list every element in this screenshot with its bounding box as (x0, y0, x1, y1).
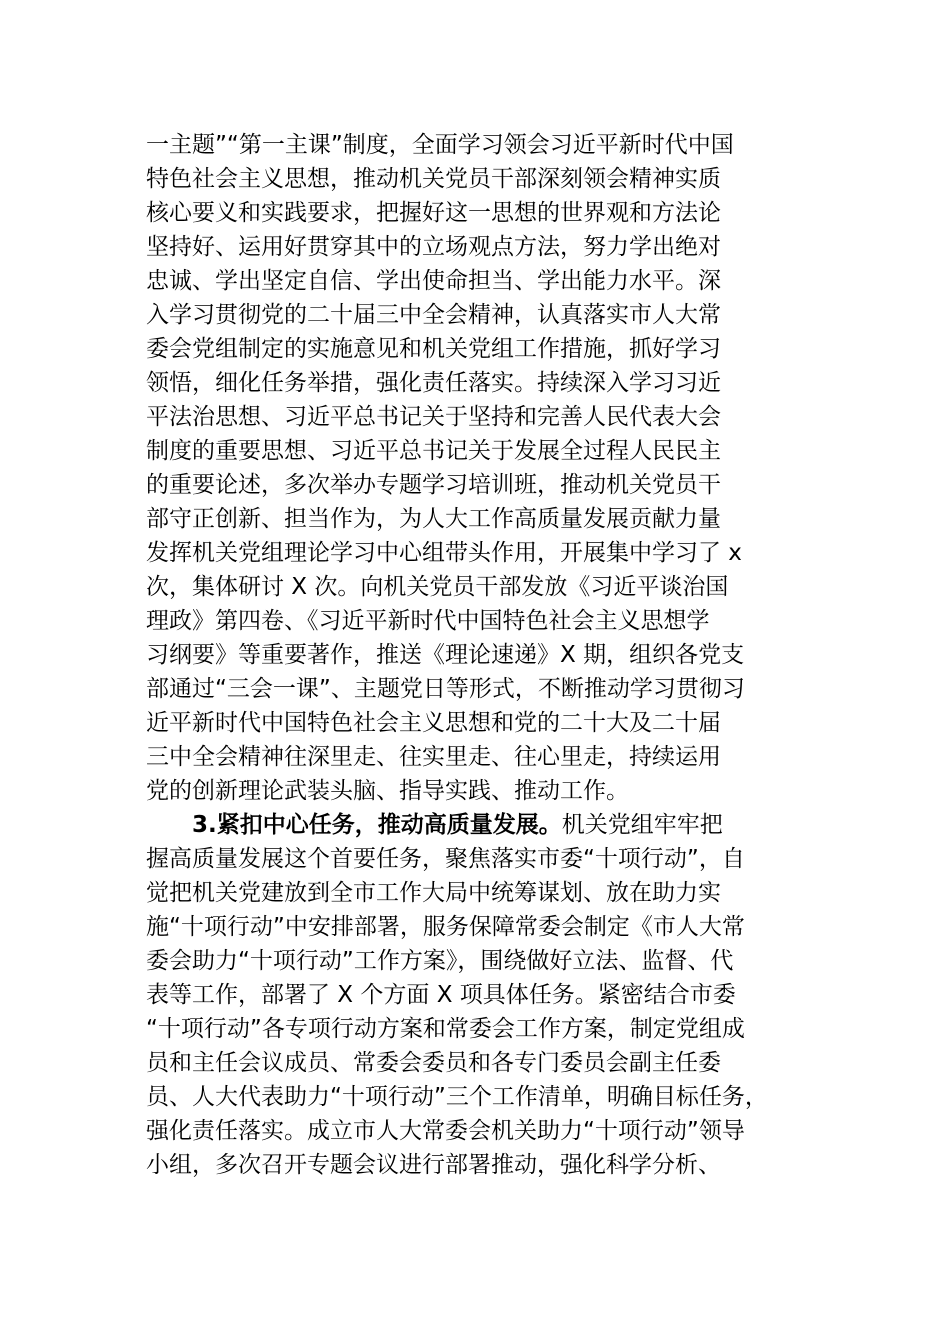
section-3-first-line-text: 机关党组牢牢把 (561, 812, 723, 838)
text-line: 强化责任落实。成立市人大常委会机关助力“十项行动”领导 (146, 1118, 745, 1144)
section-3-heading: 3.紧扣中心任务，推动高质量发展。 (192, 812, 562, 838)
text-line: 委会党组制定的实施意见和机关党组工作措施，抓好学习 (146, 336, 721, 362)
text-line: 次，集体研讨 X 次。向机关党员干部发放《习近平谈治国 (146, 574, 729, 600)
text-line: 握高质量发展这个首要任务，聚焦落实市委“十项行动”，自 (146, 846, 745, 872)
text-line: 制度的重要思想、习近平总书记关于发展全过程人民民主 (146, 438, 721, 464)
text-line: 部通过“三会一课”、主题党日等形式，不断推动学习贯彻习 (146, 676, 745, 702)
section-3-paragraph (146, 808, 816, 1182)
text-line: 理政》第四卷、《习近平新时代中国特色社会主义思想学 (146, 608, 710, 634)
text-line: 领悟，细化任务举措，强化责任落实。持续深入学习习近 (146, 370, 721, 396)
document-body (146, 128, 816, 1182)
text-line: 表等工作，部署了 X 个方面 X 项具体任务。紧密结合市委 (146, 982, 736, 1008)
text-line: 忠诚、学出坚定自信、学出使命担当、学出能力水平。深 (146, 268, 721, 294)
text-line: “十项行动”各专项行动方案和常委会工作方案，制定党组成 (146, 1016, 745, 1042)
text-line: 党的创新理论武装头脑、指导实践、推动工作。 (146, 778, 629, 804)
text-line: 三中全会精神往深里走、往实里走、往心里走，持续运用 (146, 744, 721, 770)
text-line: 特色社会主义思想，推动机关党员干部深刻领会精神实质 (146, 166, 721, 192)
text-line: 员、人大代表助力“十项行动”三个工作清单，明确目标任务， (146, 1084, 768, 1110)
text-line: 一主题”“第一主课”制度，全面学习领会习近平新时代中国 (146, 132, 734, 158)
text-line: 核心要义和实践要求，把握好这一思想的世界观和方法论 (146, 200, 721, 226)
section-3-first-line (146, 808, 816, 842)
text-line: 部守正创新、担当作为，为人大工作高质量发展贡献力量 (146, 506, 721, 532)
paragraph-study (146, 128, 816, 808)
text-line: 觉把机关党建放到全市工作大局中统筹谋划、放在助力实 (146, 880, 721, 906)
text-line: 坚持好、运用好贯穿其中的立场观点方法，努力学出绝对 (146, 234, 721, 260)
text-line: 发挥机关党组理论学习中心组带头作用，开展集中学习了 x (146, 540, 742, 566)
text-line: 的重要论述，多次举办专题学习培训班，推动机关党员干 (146, 472, 721, 498)
text-line: 施“十项行动”中安排部署，服务保障常委会制定《市人大常 (146, 914, 745, 940)
text-line: 员和主任会议成员、常委会委员和各专门委员会副主任委 (146, 1050, 721, 1076)
text-line: 入学习贯彻党的二十届三中全会精神，认真落实市人大常 (146, 302, 721, 328)
text-line: 委会助力“十项行动”工作方案》，围绕做好立法、监督、代 (146, 948, 734, 974)
text-line: 小组，多次召开专题会议进行部署推动，强化科学分析、 (146, 1152, 721, 1178)
text-line: 平法治思想、习近平总书记关于坚持和完善人民代表大会 (146, 404, 721, 430)
text-line: 习纲要》等重要著作，推送《理论速递》X 期，组织各党支 (146, 642, 745, 668)
text-line: 近平新时代中国特色社会主义思想和党的二十大及二十届 (146, 710, 721, 736)
